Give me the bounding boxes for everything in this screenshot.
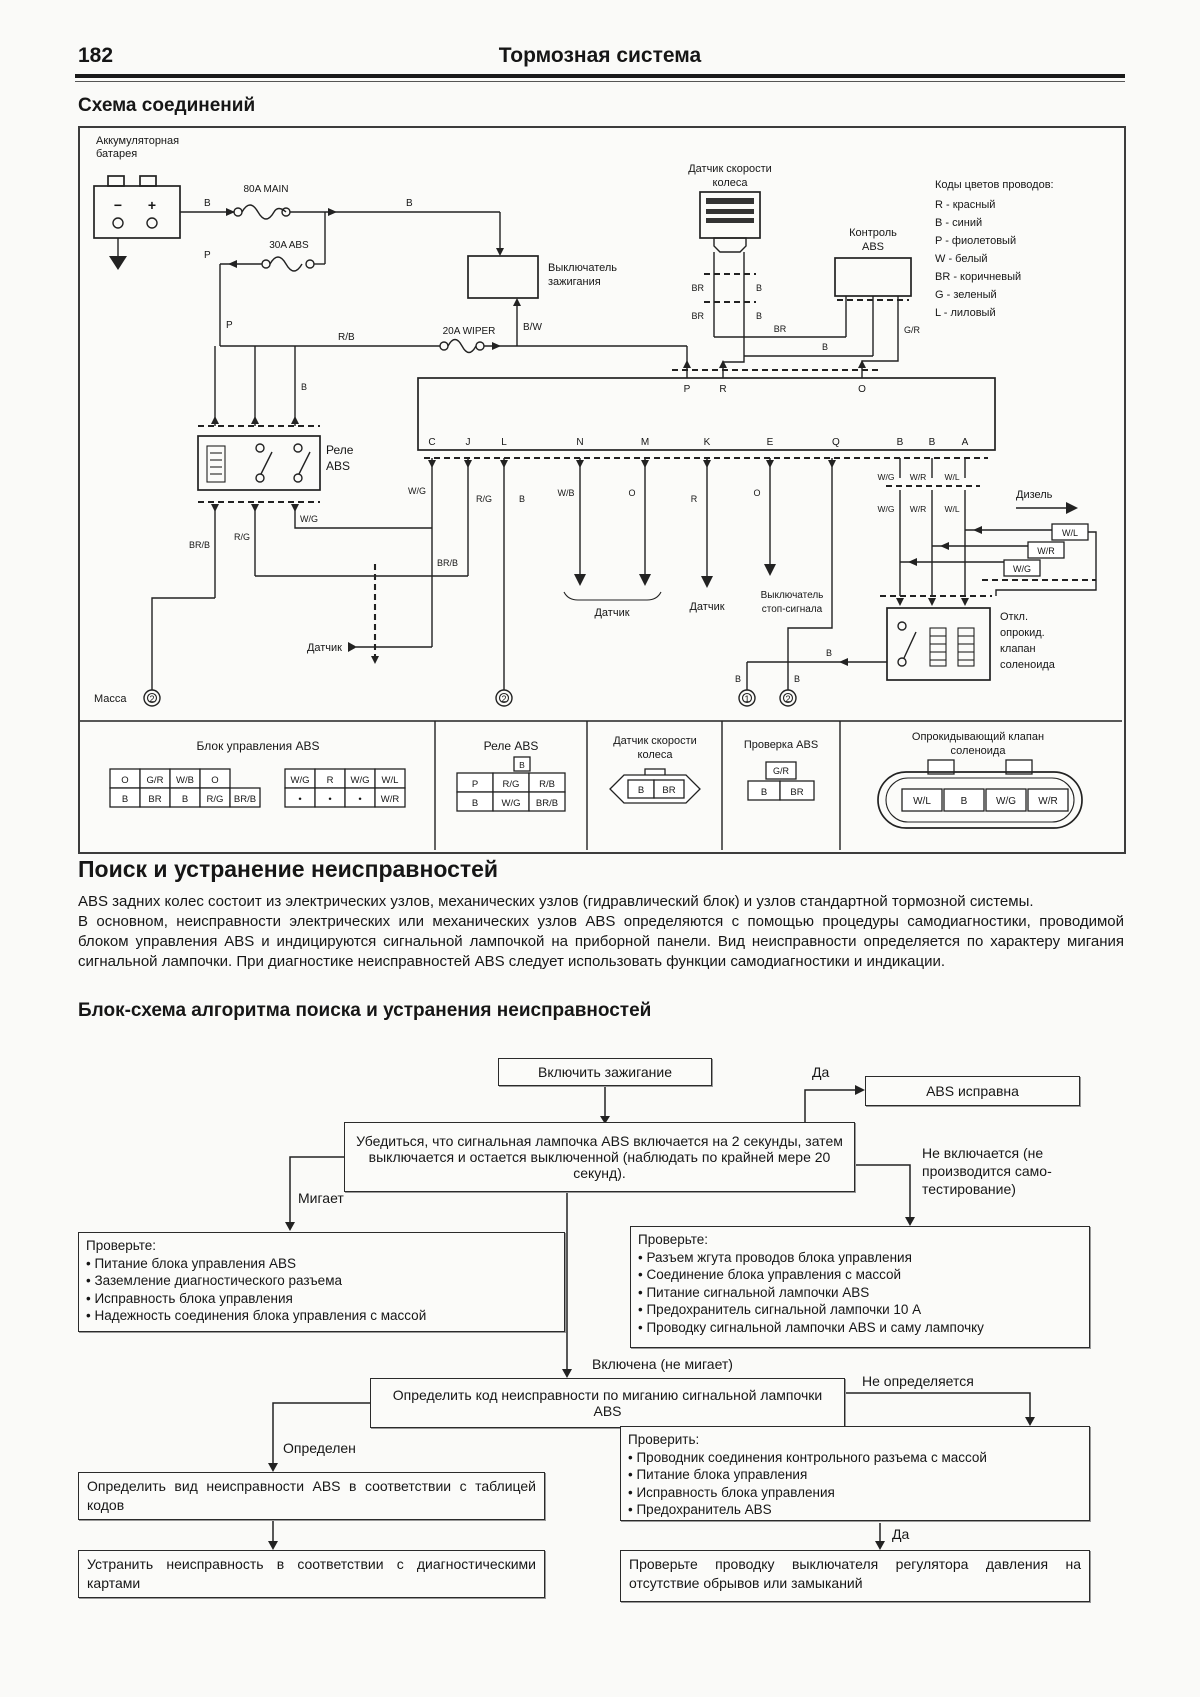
svg-text:B: B (734, 674, 741, 684)
flow-label-yes: Да (812, 1064, 830, 1080)
svg-text:Масса: Масса (94, 693, 127, 705)
svg-text:колеса: колеса (637, 749, 673, 761)
svg-text:Опрокидывающий клапан: Опрокидывающий клапан (911, 731, 1045, 743)
svg-text:P: P (204, 250, 211, 261)
svg-text:B: B (821, 342, 829, 352)
svg-text:Выключатель: Выключатель (548, 262, 618, 274)
svg-text:B: B (121, 794, 129, 805)
svg-text:B: B (406, 198, 413, 209)
svg-text:W/G: W/G (350, 775, 370, 786)
svg-text:Дизель: Дизель (1016, 489, 1053, 501)
flow-label-determined: Определен (283, 1440, 356, 1456)
svg-text:Q: Q (832, 437, 840, 448)
svg-text:W/B: W/B (557, 488, 575, 498)
svg-text:клапан: клапан (1000, 643, 1036, 655)
svg-text:W/L: W/L (381, 775, 399, 786)
svg-text:•: • (358, 794, 362, 805)
svg-text:R/G: R/G (233, 532, 250, 542)
flow-box-check-wiring-label: Проверьте проводку выключателя регулятора давления на отсутствие обрывов или замыканий (629, 1556, 1081, 1591)
svg-text:BR: BR (662, 785, 676, 796)
svg-text:Реле: Реле (326, 443, 354, 457)
svg-text:Датчик: Датчик (594, 607, 630, 619)
check-title: Проверьте: (86, 1238, 157, 1253)
header-rule (75, 74, 1125, 78)
flow-box-lamp-check (344, 1122, 855, 1192)
svg-text:Выключатель: Выключатель (760, 590, 824, 601)
svg-text:W/B: W/B (176, 775, 194, 786)
svg-text:B: B (760, 787, 768, 798)
flow-box-abs-ok (865, 1076, 1080, 1106)
svg-text:Откл.: Откл. (1000, 611, 1029, 623)
svg-text:1: 1 (744, 694, 750, 704)
flow-box-determine-type (78, 1472, 545, 1520)
svg-text:B: B (301, 382, 308, 392)
svg-text:ABS: ABS (326, 459, 351, 473)
svg-text:2: 2 (785, 694, 791, 704)
svg-text:W/G: W/G (408, 486, 426, 496)
svg-text:B: B (825, 648, 832, 658)
svg-text:B: B (794, 674, 801, 684)
flowchart (0, 1040, 1200, 1697)
checklist-item: • Разъем жгута проводов блока управления (638, 1249, 912, 1265)
svg-text:R/G: R/G (502, 779, 520, 790)
svg-text:R: R (719, 384, 727, 395)
svg-text:R/B: R/B (539, 779, 555, 790)
flow-box-check-codes (620, 1426, 1090, 1521)
svg-text:W/G: W/G (996, 796, 1016, 807)
svg-text:Датчик: Датчик (689, 601, 725, 613)
svg-text:R: R (326, 775, 334, 786)
svg-text:BR: BR (790, 787, 804, 798)
checklist-item: • Питание сигнальной лампочки ABS (638, 1284, 870, 1300)
svg-text:L: L (501, 437, 507, 448)
svg-text:O: O (628, 488, 636, 498)
svg-text:BR - коричневый: BR - коричневый (935, 271, 1022, 283)
flow-box-start-label: Включить зажигание (537, 1064, 672, 1080)
abs-relay (152, 346, 468, 690)
svg-text:20A WIPER: 20A WIPER (442, 326, 496, 337)
wheel-speed-sensor (688, 163, 846, 370)
svg-text:W/L: W/L (913, 796, 931, 807)
checklist-item: • Питание блока управления (628, 1467, 808, 1483)
svg-text:N: N (576, 437, 584, 448)
flow-box-determine-code (370, 1378, 845, 1428)
svg-text:O: O (753, 488, 761, 498)
troubleshooting-text (78, 892, 1124, 972)
svg-text:P: P (226, 320, 233, 331)
feed-wires (180, 184, 687, 370)
checklist-item: • Заземление диагностического разъема (86, 1273, 342, 1289)
check-title: Проверить: (628, 1432, 700, 1447)
ground-arrow-icon (109, 256, 127, 270)
svg-text:O: O (858, 384, 866, 395)
svg-text:Блок управления ABS: Блок управления ABS (196, 739, 320, 753)
svg-text:W/L: W/L (1061, 528, 1079, 538)
svg-text:зажигания: зажигания (548, 276, 601, 288)
svg-text:Контроль: Контроль (849, 227, 897, 239)
svg-text:A: A (961, 437, 969, 448)
svg-text:W/R: W/R (380, 794, 400, 805)
flow-label-not-determined: Не определяется (862, 1373, 974, 1389)
block-output-wires (307, 458, 832, 690)
flow-box-determine-code-label: Определить код неисправности по миганию сигнальной лампочки ABS (392, 1387, 823, 1419)
svg-text:B: B (637, 785, 645, 796)
svg-text:B: B (896, 437, 904, 448)
svg-text:L - лиловый: L - лиловый (935, 307, 996, 319)
svg-text:опрокид.: опрокид. (1000, 627, 1045, 639)
svg-text:W/G: W/G (1013, 564, 1031, 574)
svg-text:2: 2 (501, 694, 507, 704)
svg-text:−: − (113, 197, 123, 213)
svg-text:W/G: W/G (290, 775, 310, 786)
flow-label-lamp-on: Включена (не мигает) (592, 1356, 733, 1372)
flow-label-not-on: Не включается (не производится само-тестирование) (922, 1145, 1052, 1198)
paragraph: ABS задних колес состоит из электрических узлов, механических узлов (гидравлический блок) и узлов стандартной тормозной системы. (78, 893, 1034, 910)
abs-control-unit (418, 360, 995, 468)
svg-text:BR/B: BR/B (233, 794, 257, 805)
svg-text:W - белый: W - белый (935, 253, 988, 265)
svg-text:W/G: W/G (877, 504, 895, 514)
svg-text:G - зеленый: G - зеленый (935, 289, 997, 301)
page-title: Тормозная система (498, 44, 702, 67)
checklist-item: • Исправность блока управления (86, 1290, 293, 1306)
svg-text:G/R: G/R (772, 766, 790, 776)
color-codes (935, 179, 1054, 319)
checklist-item: • Питание блока управления ABS (86, 1255, 297, 1271)
svg-text:B: B (204, 198, 211, 209)
abs-monitor (744, 227, 921, 370)
svg-text:BR/B: BR/B (535, 798, 559, 809)
svg-text:Датчик скорости: Датчик скорости (613, 735, 697, 747)
svg-text:соленоида: соленоида (1000, 659, 1055, 671)
svg-text:•: • (298, 794, 302, 805)
checklist-item: • Проводку сигнальной лампочки ABS и саму лампочку (638, 1319, 984, 1335)
svg-text:Коды цветов проводов:: Коды цветов проводов: (935, 179, 1054, 191)
svg-text:батарея: батарея (96, 148, 138, 160)
svg-text:соленоида: соленоида (950, 745, 1006, 757)
svg-text:B: B (756, 311, 763, 321)
svg-text:M: M (640, 437, 650, 448)
wiring-diagram (78, 126, 1126, 854)
svg-text:W/L: W/L (944, 472, 960, 482)
svg-text:BR: BR (773, 324, 787, 334)
svg-text:K: K (703, 437, 711, 448)
ignition-switch (468, 256, 617, 298)
svg-text:Аккумуляторная: Аккумуляторная (96, 135, 180, 147)
svg-text:W/G: W/G (501, 798, 521, 809)
svg-text:R: R (690, 494, 698, 504)
checklist-item: • Надежность соединения блока управления с массой (86, 1308, 427, 1324)
flow-box-check-right (630, 1226, 1090, 1348)
svg-text:W/R: W/R (909, 504, 927, 514)
svg-text:BR: BR (148, 794, 162, 805)
svg-text:колеса: колеса (712, 177, 748, 189)
svg-text:80A MAIN: 80A MAIN (243, 184, 289, 195)
svg-text:W/R: W/R (909, 472, 927, 482)
svg-text:BR/B: BR/B (436, 558, 458, 568)
check-list (86, 1255, 557, 1325)
svg-text:BR: BR (691, 283, 704, 293)
wiring-heading: Схема соединений (78, 95, 256, 116)
flowchart-heading: Блок-схема алгоритма поиска и устранения неисправностей (78, 1000, 652, 1021)
svg-text:W/G: W/G (877, 472, 895, 482)
svg-text:J: J (465, 437, 471, 448)
check-list (638, 1249, 1082, 1337)
diesel-branch (878, 458, 1097, 596)
checklist-item: • Предохранитель ABS (628, 1502, 772, 1518)
svg-text:W/L: W/L (944, 504, 960, 514)
svg-text:O: O (211, 775, 219, 786)
flow-box-check-left (78, 1232, 565, 1332)
svg-text:30A ABS: 30A ABS (269, 240, 309, 251)
header-rule-thin (75, 81, 1125, 82)
battery (94, 135, 180, 270)
paragraph: В основном, неисправности электрических или механических узлов ABS определяются с помощью процедуры самодиагностики, проводимой блоком управления ABS и индицируются сигнальной лампочкой на приборной панели. Вид неисправности определяется по характеру мигания сигнальной лампочки. При диагностике неисправностей ABS следует использовать функции самодиагностики и индикации. (78, 912, 1124, 970)
svg-text:Реле ABS: Реле ABS (483, 739, 539, 753)
svg-text:2: 2 (149, 694, 155, 704)
flow-box-fix-label: Устранить неисправность в соответствии с диагностическими картами (87, 1556, 536, 1591)
svg-text:C: C (428, 437, 436, 448)
page-number: 182 (78, 44, 114, 67)
svg-text:•: • (328, 794, 332, 805)
svg-text:Проверка ABS: Проверка ABS (743, 739, 819, 751)
svg-text:R/G: R/G (206, 794, 224, 805)
svg-text:BR: BR (691, 311, 704, 321)
svg-text:R - красный: R - красный (935, 199, 996, 211)
troubleshooting-heading: Поиск и устранение неисправностей (78, 856, 499, 882)
svg-text:B: B (519, 760, 525, 770)
svg-text:P: P (683, 384, 691, 395)
svg-text:B: B (181, 794, 189, 805)
svg-text:B: B (756, 283, 763, 293)
check-title: Проверьте: (638, 1232, 709, 1247)
svg-text:E: E (766, 437, 774, 448)
checklist-item: • Исправность блока управления (628, 1484, 835, 1500)
checklist-item: • Предохранитель сигнальной лампочки 10 А (638, 1302, 922, 1318)
svg-text:B: B (960, 796, 968, 807)
svg-text:W/G: W/G (300, 514, 318, 524)
svg-text:B: B (518, 494, 526, 504)
wiring-diagram-svg (80, 128, 1124, 852)
flow-box-lamp-check-label: Убедиться, что сигнальная лампочка ABS включается на 2 секунды, затем выключается и остается выключенной (наблюдать по крайней мере 20 секунд). (356, 1133, 843, 1181)
svg-text:B - синий: B - синий (935, 217, 983, 229)
ground-markers (94, 690, 796, 706)
svg-text:стоп-сигнала: стоп-сигнала (761, 604, 823, 615)
svg-text:G/R: G/R (146, 775, 164, 786)
svg-text:P - фиолетовый: P - фиолетовый (935, 235, 1017, 247)
flow-box-start (498, 1058, 712, 1086)
flow-box-determine-type-label: Определить вид неисправности ABS в соответствии с таблицей кодов (87, 1478, 536, 1513)
svg-text:+: + (147, 197, 157, 213)
flow-box-abs-ok-label: ABS исправна (926, 1083, 1019, 1099)
svg-text:R/G: R/G (475, 494, 493, 504)
flow-label-blinks: Мигает (298, 1190, 344, 1206)
svg-text:Датчик скорости: Датчик скорости (688, 163, 772, 175)
flow-box-fix (78, 1550, 545, 1598)
svg-text:B: B (928, 437, 936, 448)
checklist-item: • Проводник соединения контрольного разъема с массой (628, 1449, 987, 1465)
svg-text:B/W: B/W (523, 322, 542, 333)
svg-text:R/B: R/B (338, 332, 355, 343)
flow-box-check-wiring (620, 1550, 1090, 1602)
svg-text:O: O (121, 775, 129, 786)
check-list (628, 1449, 1082, 1519)
svg-text:P: P (471, 779, 479, 790)
checklist-item: • Соединение блока управления с массой (638, 1267, 902, 1283)
svg-text:W/R: W/R (1038, 796, 1058, 807)
flow-label-yes2: Да (892, 1526, 910, 1542)
svg-text:BR/B: BR/B (188, 540, 210, 550)
svg-text:W/R: W/R (1037, 546, 1055, 556)
svg-text:ABS: ABS (861, 241, 885, 253)
connector-legend (80, 721, 1122, 850)
svg-text:G/R: G/R (904, 325, 921, 335)
svg-text:Датчик: Датчик (306, 642, 342, 654)
svg-text:B: B (471, 798, 479, 809)
